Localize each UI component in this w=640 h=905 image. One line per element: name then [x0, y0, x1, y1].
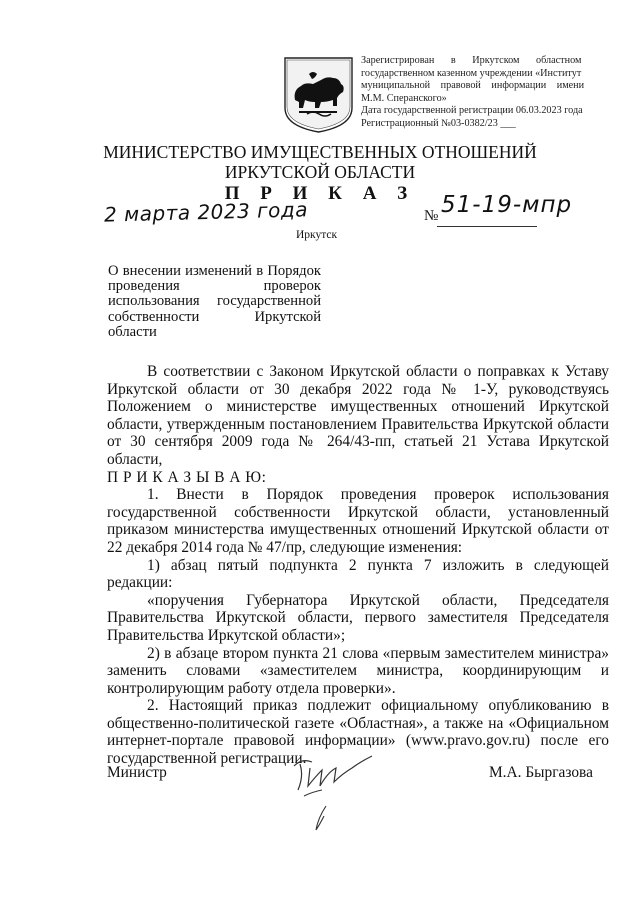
city: Иркутск — [296, 229, 338, 241]
stamp-line: Зарегистрирован в Иркутском областном — [361, 55, 582, 66]
preamble: В соответствии с Законом Иркутской области о поправках к Уставу Иркутской области от 30 декабря 2022 года № 1-У, руководствуясь Положением о министерстве имущественных отношений Иркутской области, утвержденным постановлением Правительства Иркутской области от 30 сентября 2009 года № 264/43-пп, статьей 21 Устава Иркутской области, — [107, 363, 609, 468]
ministry-name-line1: МИНИСТЕРСТВО ИМУЩЕСТВЕННЫХ ОТНОШЕНИЙ — [103, 142, 537, 162]
order-item-2: 2. Настоящий приказ подлежит официальному опубликованию в общественно-политической газете «Областная», а также на «Официальном интернет-портале правовой информации» (www.pravo.gov.ru) после его государственной регистрации. — [107, 697, 609, 768]
ministry-name-line2: ИРКУТСКОЙ ОБЛАСТИ — [224, 162, 416, 182]
number-underline — [437, 226, 537, 227]
order-item-1-1: 1) абзац пятый подпункта 2 пункта 7 изложить в следующей редакции: — [107, 556, 609, 592]
stamp-line: государственном казенном учреждении «Институт — [361, 67, 582, 79]
order-subject: О внесении изменений в Порядок проведения проверок использования государственной собственности Иркутской области — [108, 263, 321, 340]
stamp-line: М.М. Сперанского» — [361, 92, 447, 104]
signatory-name: М.А. Быргазова — [489, 764, 593, 781]
coat-of-arms-icon — [279, 56, 358, 134]
stamp-line: муниципальной правовой информации имени — [361, 80, 585, 92]
handwritten-number: 51-19-мпр — [441, 192, 573, 218]
order-body — [107, 363, 609, 768]
document-type-title: П Р И К А З — [224, 183, 416, 204]
stamp-line: Дата государственной регистрации 06.03.2023 года — [361, 105, 583, 117]
number-label: № — [424, 208, 439, 224]
order-item-1-2: 2) в абзаце втором пункта 21 слова «первым заместителем министра» заменить словами «заместителем министра, координирующим и контролирующим работу отдела проверки». — [107, 644, 609, 697]
registration-stamp — [361, 55, 597, 131]
handwritten-date: 2 марта 2023 года — [103, 197, 309, 227]
stamp-line: Регистрационный №03-0382/23 ___ — [361, 117, 516, 129]
order-word: П Р И К А З Ы В А Ю: — [107, 468, 267, 486]
handwritten-signature — [282, 746, 382, 838]
order-item-1: 1. Внести в Порядок проведения проверок использования государственной собственности Иркутской области, установленный приказом министерства имущественных отношений Иркутской области от 22 декабря 2014 года № 47/пр, следующие изменения: — [107, 486, 609, 556]
order-item-1-1-quote: «поручения Губернатора Иркутской области, Председателя Правительства Иркутской области, первого заместителя Председателя Правительства Иркутской области»; — [107, 591, 609, 644]
signatory-position: Министр — [107, 764, 167, 781]
